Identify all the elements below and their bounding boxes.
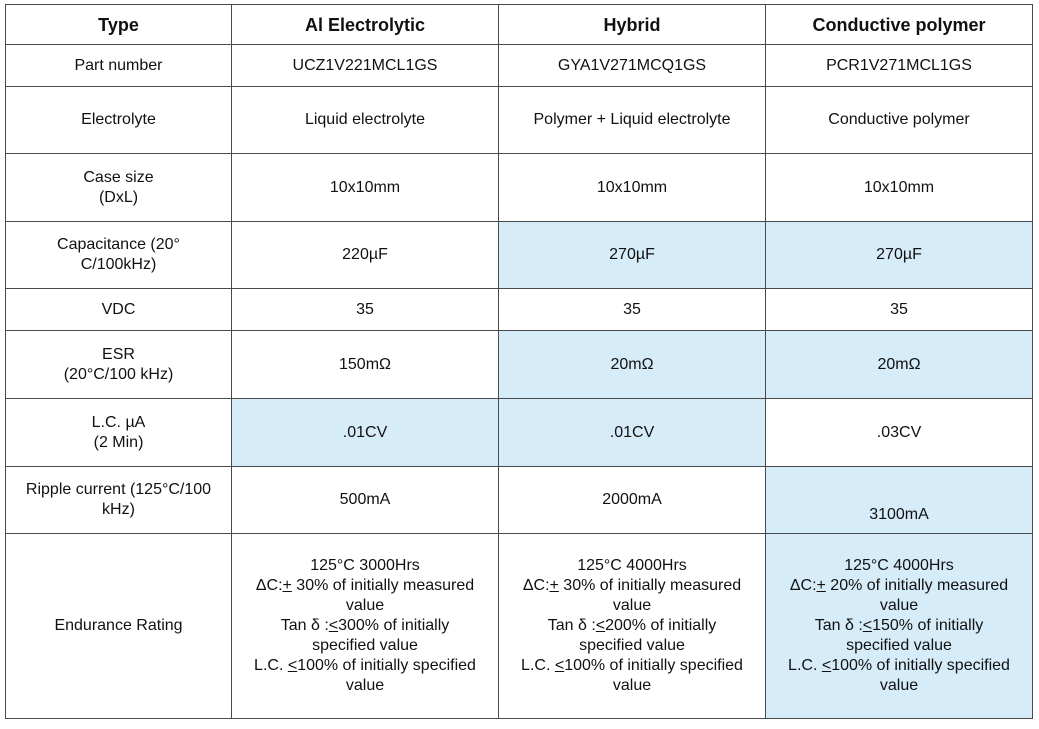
text: 100% of initially specified <box>831 657 1010 674</box>
endurance-line: value <box>879 677 919 694</box>
text: Tan δ : <box>280 617 329 634</box>
text: 30% of initially measured <box>291 577 475 594</box>
row-capacitance <box>6 222 1033 289</box>
endurance-line: specified value <box>579 637 685 654</box>
endurance-cell <box>499 534 766 719</box>
cell: 35 <box>232 289 499 331</box>
text: ΔC: <box>522 577 550 594</box>
cell: .03CV <box>766 399 1033 467</box>
row-case-size <box>6 154 1033 222</box>
header-conductive-polymer: Conductive polymer <box>766 5 1033 45</box>
row-ripple-current <box>6 467 1033 534</box>
row-esr <box>6 331 1033 399</box>
text: 150% of initially <box>872 617 984 634</box>
text: 200% of initially <box>605 617 717 634</box>
label-line: kHz) <box>102 501 135 518</box>
label-line: Ripple current (125°C/100 <box>25 481 212 498</box>
endurance-cell <box>232 534 499 719</box>
header-row <box>6 5 1033 45</box>
cell-highlighted: 20mΩ <box>766 331 1033 399</box>
row-label: Part number <box>6 45 232 87</box>
text: 100% of initially specified <box>564 657 743 674</box>
cell-highlighted: .01CV <box>232 399 499 467</box>
label-line: (DxL) <box>98 188 139 206</box>
endurance-line: 125°C 4000Hrs <box>844 557 954 574</box>
endurance-line: value <box>612 597 652 614</box>
label-line: (20°C/100 kHz) <box>63 365 174 383</box>
cell: 150mΩ <box>232 331 499 399</box>
endurance-line <box>770 576 1028 596</box>
endurance-line <box>770 616 1028 636</box>
endurance-line: specified value <box>312 637 418 654</box>
plus-minus-symbol: + <box>816 577 826 594</box>
text: 100% of initially specified <box>297 657 476 674</box>
endurance-line <box>236 576 494 596</box>
header-al-electrolytic: Al Electrolytic <box>232 5 499 45</box>
endurance-line: 125°C 4000Hrs <box>577 557 687 574</box>
text: Tan δ : <box>547 617 596 634</box>
cell-highlighted: 3100mA <box>766 467 1033 534</box>
text: Tan δ : <box>814 617 863 634</box>
cell: Liquid electrolyte <box>232 87 499 154</box>
less-equal-symbol: < <box>554 657 565 674</box>
endurance-cell-highlighted <box>766 534 1033 719</box>
text: ΔC: <box>789 577 817 594</box>
endurance-line: value <box>345 677 385 694</box>
row-part-number <box>6 45 1033 87</box>
plus-minus-symbol: + <box>282 577 292 594</box>
row-electrolyte <box>6 87 1033 154</box>
endurance-line <box>236 656 494 676</box>
text: 30% of initially measured <box>558 577 742 594</box>
less-equal-symbol: < <box>328 617 339 634</box>
label-line: Case size <box>83 168 154 186</box>
text: L.C. <box>254 657 288 674</box>
cell-highlighted: 270µF <box>766 222 1033 289</box>
row-label <box>6 399 232 467</box>
text: 20% of initially measured <box>825 577 1009 594</box>
cell-highlighted: 270µF <box>499 222 766 289</box>
cell-highlighted: 20mΩ <box>499 331 766 399</box>
endurance-line <box>503 616 761 636</box>
label-line: Capacitance (20° <box>57 236 180 253</box>
cell: 220µF <box>232 222 499 289</box>
text: ΔC: <box>255 577 283 594</box>
less-equal-symbol: < <box>595 617 606 634</box>
less-equal-symbol: < <box>821 657 832 674</box>
row-label <box>6 222 232 289</box>
cell: PCR1V271MCL1GS <box>766 45 1033 87</box>
header-type: Type <box>6 5 232 45</box>
cell: 500mA <box>232 467 499 534</box>
cell: 2000mA <box>499 467 766 534</box>
endurance-line: value <box>345 597 385 614</box>
endurance-line <box>236 616 494 636</box>
endurance-line: value <box>879 597 919 614</box>
row-label <box>6 331 232 399</box>
cell: 35 <box>766 289 1033 331</box>
row-label <box>6 467 232 534</box>
label-line: L.C. µA <box>91 413 146 431</box>
cell: 10x10mm <box>232 154 499 222</box>
endurance-line <box>503 656 761 676</box>
label-line: ESR <box>102 345 135 363</box>
cell: Conductive polymer <box>766 87 1033 154</box>
cell: GYA1V271MCQ1GS <box>499 45 766 87</box>
cell: Polymer + Liquid electrolyte <box>499 87 766 154</box>
row-endurance <box>6 534 1033 719</box>
endurance-line: value <box>612 677 652 694</box>
label-line: (2 Min) <box>93 433 144 451</box>
less-equal-symbol: < <box>862 617 873 634</box>
cell: UCZ1V221MCL1GS <box>232 45 499 87</box>
comparison-table <box>5 4 1033 719</box>
header-hybrid: Hybrid <box>499 5 766 45</box>
row-leakage-current <box>6 399 1033 467</box>
plus-minus-symbol: + <box>549 577 559 594</box>
cell: 10x10mm <box>499 154 766 222</box>
row-label: VDC <box>6 289 232 331</box>
less-equal-symbol: < <box>287 657 298 674</box>
row-label: Endurance Rating <box>6 534 232 719</box>
endurance-line <box>770 656 1028 676</box>
row-label: Electrolyte <box>6 87 232 154</box>
endurance-line: specified value <box>846 637 952 654</box>
text: L.C. <box>521 657 555 674</box>
endurance-line: 125°C 3000Hrs <box>310 557 420 574</box>
text: 300% of initially <box>338 617 450 634</box>
endurance-line <box>503 576 761 596</box>
cell-highlighted: .01CV <box>499 399 766 467</box>
label-line: C/100kHz) <box>80 256 157 273</box>
row-label <box>6 154 232 222</box>
cell: 35 <box>499 289 766 331</box>
cell: 10x10mm <box>766 154 1033 222</box>
text: L.C. <box>788 657 822 674</box>
row-vdc <box>6 289 1033 331</box>
